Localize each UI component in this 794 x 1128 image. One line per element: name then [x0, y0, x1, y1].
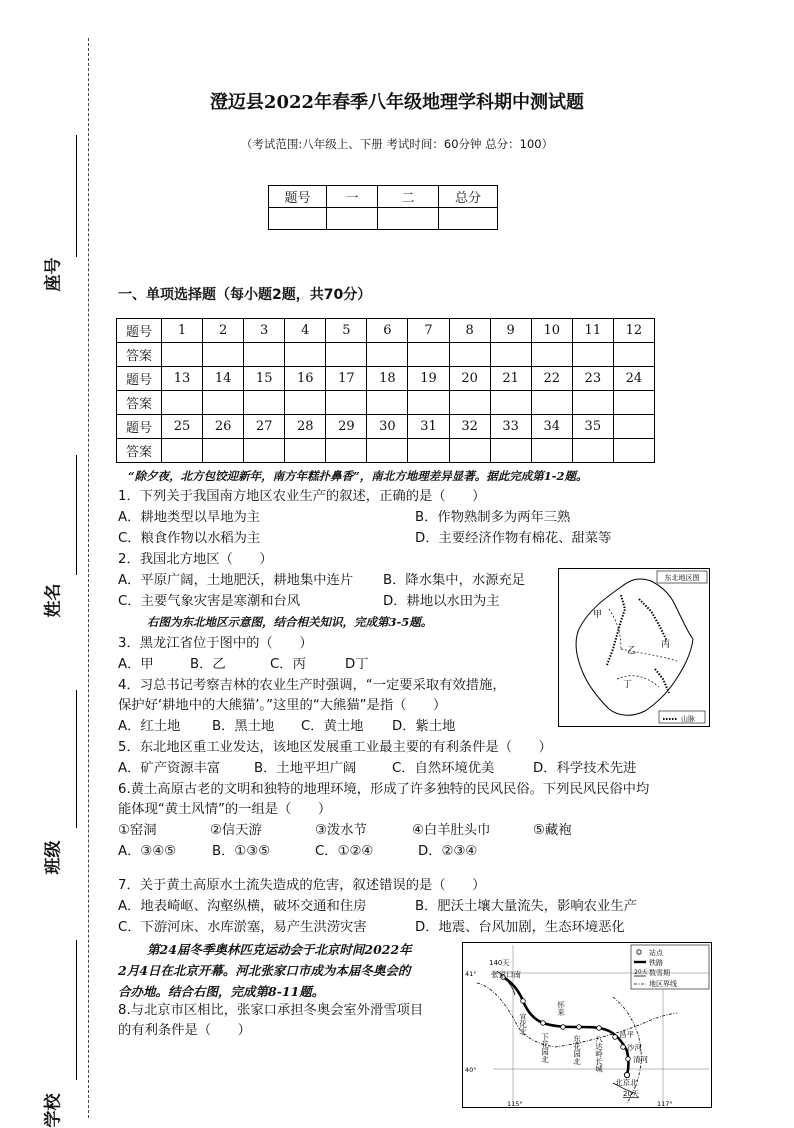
- q6-item-4: ④白羊肚头巾: [412, 823, 491, 838]
- q2-option-a[interactable]: A．平原广阔，土地肥沃，耕地集中连片: [118, 573, 354, 588]
- answer-cell[interactable]: [285, 439, 326, 463]
- answer-cell[interactable]: [449, 343, 490, 367]
- answer-cell[interactable]: [449, 391, 490, 415]
- answer-cell[interactable]: [162, 439, 203, 463]
- score-header-qno: 题号: [269, 186, 327, 208]
- qno-cell: 28: [285, 415, 326, 439]
- station-xiahuayuan-bei: 下花园北: [540, 1033, 550, 1063]
- intro-q8-11-line3: 合办地。结合右图，完成第8-11题。: [118, 984, 325, 999]
- q6-item-1: ①窑洞: [118, 823, 157, 838]
- q7-option-a[interactable]: A．地表崎岖、沟壑纵横，破坏交通和住房: [118, 899, 367, 914]
- qno-cell: 22: [531, 367, 572, 391]
- lat-40: 40°: [465, 1066, 477, 1074]
- q6-stem-line1: 6.黄土高原古老的文明和独特的地理环境，形成了许多独特的民风民俗。下列民风民俗中均: [118, 782, 650, 797]
- answer-cell[interactable]: [244, 391, 285, 415]
- answer-cell[interactable]: [490, 439, 531, 463]
- row-label-answer: 答案: [117, 391, 162, 415]
- answer-cell[interactable]: [572, 343, 613, 367]
- qno-cell: 35: [572, 415, 613, 439]
- northeast-map: [558, 568, 710, 727]
- station-badaling-changcheng: 八达岭长城: [594, 1035, 604, 1073]
- station-xuanhua-bei: 宣化北: [518, 1013, 528, 1036]
- answer-cell[interactable]: [326, 439, 367, 463]
- row-label-qno: 题号: [117, 415, 162, 439]
- answer-cell[interactable]: [367, 391, 408, 415]
- qno-cell: 26: [203, 415, 244, 439]
- railway-map: [462, 942, 712, 1108]
- qno-cell: 2: [203, 319, 244, 343]
- intro-q8-11-line2: 2月4日在北京开幕。河北张家口市成为本届冬奥会的: [118, 963, 411, 978]
- answer-cell[interactable]: [408, 439, 449, 463]
- q5-option-c[interactable]: C．自然环境优美: [392, 761, 495, 776]
- legend-border-label: 地区界线: [649, 980, 677, 988]
- station-beijing-bei: 北京北: [615, 1078, 638, 1087]
- q2-option-d[interactable]: D．耕地以水田为主: [383, 594, 500, 609]
- answer-cell[interactable]: [326, 391, 367, 415]
- answer-cell[interactable]: [613, 391, 654, 415]
- q4-option-a[interactable]: A．红土地: [118, 719, 181, 734]
- q6-option-c[interactable]: C．①②④: [315, 844, 374, 859]
- row-label-answer: 答案: [117, 343, 162, 367]
- q1-stem: 1．下列关于我国南方地区农业生产的叙述，正确的是（ ）: [118, 489, 486, 504]
- answer-cell[interactable]: [367, 439, 408, 463]
- q5-option-b[interactable]: B．土地平坦广阔: [254, 761, 357, 776]
- answer-cell[interactable]: [613, 439, 654, 463]
- class-underline: [76, 690, 77, 828]
- map1-label-jia: 甲: [593, 610, 603, 620]
- q7-stem: 7．关于黄土高原水土流失造成的危害，叙述错误的是（ ）: [118, 878, 486, 893]
- northeast-map-drawing: [559, 569, 709, 726]
- q4-option-d[interactable]: D．紫土地: [392, 719, 456, 734]
- score-cell[interactable]: [439, 208, 498, 230]
- q4-stem-line1: 4．习总书记考察吉林的农业生产时强调，“一定要采取有效措施，: [118, 678, 506, 693]
- qno-cell: 27: [244, 415, 285, 439]
- qno-cell: 23: [572, 367, 613, 391]
- legend-railway-label: 铁路: [649, 959, 663, 967]
- q4-option-c[interactable]: C．黄土地: [301, 719, 364, 734]
- qno-cell: 29: [326, 415, 367, 439]
- answer-cell[interactable]: [203, 343, 244, 367]
- qno-cell: 9: [490, 319, 531, 343]
- q6-option-a[interactable]: A．③④⑤: [118, 844, 177, 859]
- answer-cell[interactable]: [162, 343, 203, 367]
- qno-cell: 32: [449, 415, 490, 439]
- score-header-total: 总分: [439, 186, 498, 208]
- qno-cell: 33: [490, 415, 531, 439]
- answer-cell[interactable]: [572, 391, 613, 415]
- station-qinghe: 清河: [633, 1055, 648, 1064]
- qno-cell: 25: [162, 415, 203, 439]
- score-table: [268, 185, 498, 230]
- answer-cell[interactable]: [203, 439, 244, 463]
- exam-subtitle: （考试范围:八年级上、下册 考试时间：60分钟 总分：100）: [240, 137, 554, 151]
- station-huailai: 怀来: [556, 1001, 566, 1016]
- q6-stem-line2: 能体现“黄土风情”的一组是（ ）: [118, 802, 332, 817]
- legend-station-label: 站点: [649, 949, 663, 957]
- qno-cell: 24: [613, 367, 654, 391]
- q1-option-a[interactable]: A．耕地类型以旱地为主: [118, 510, 261, 525]
- map1-label-bing: 丙: [661, 640, 671, 650]
- railway-map-drawing: [463, 943, 711, 1107]
- row-label-qno: 题号: [117, 319, 162, 343]
- q2-option-c[interactable]: C．主要气象灾害是寒潮和台风: [118, 594, 301, 609]
- qno-cell: 11: [572, 319, 613, 343]
- intro-q1-2: “除夕夜，北方包饺迎新年，南方年糕扑鼻香”，南北方地理差异显著。据此完成第1-2题。: [128, 469, 588, 483]
- q4-stem-line2: 保护好‘耕地中的大熊猫’。”这里的“大熊猫”是指（ ）: [118, 698, 447, 713]
- seat-label: 座号: [43, 257, 64, 292]
- intro-q3-5: 右图为东北地区示意图，结合相关知识，完成第3-5题。: [147, 615, 433, 629]
- answer-cell[interactable]: [244, 439, 285, 463]
- q6-option-d[interactable]: D．②③④: [418, 844, 478, 859]
- q8-stem-line2: 的有利条件是（ ）: [118, 1023, 251, 1038]
- lon-117: 117°: [657, 1100, 673, 1107]
- answer-cell[interactable]: [326, 343, 367, 367]
- answer-cell[interactable]: [572, 439, 613, 463]
- qno-cell: 17: [326, 367, 367, 391]
- seat-underline: [76, 135, 77, 257]
- station-changping: 昌平: [619, 1030, 634, 1039]
- q5-option-d[interactable]: D．科学技术先进: [533, 761, 637, 776]
- answer-grid: [116, 318, 655, 463]
- answer-cell[interactable]: [490, 391, 531, 415]
- qno-cell: 4: [285, 319, 326, 343]
- row-label-answer: 答案: [117, 439, 162, 463]
- q3-option-b[interactable]: B．乙: [190, 657, 226, 672]
- qno-cell: 16: [285, 367, 326, 391]
- station-shahe: 沙河: [627, 1043, 642, 1052]
- q6-option-b[interactable]: B．①③⑤: [212, 844, 271, 859]
- q2-stem: 2．我国北方地区（ ）: [118, 552, 273, 567]
- answer-cell[interactable]: [203, 391, 244, 415]
- q5-stem: 5．东北地区重工业发达，该地区发展重工业最主要的有利条件是（ ）: [118, 740, 552, 755]
- qno-cell: 13: [162, 367, 203, 391]
- answer-cell[interactable]: [613, 343, 654, 367]
- map1-label-yi: 乙: [627, 646, 637, 656]
- qno-cell: 19: [408, 367, 449, 391]
- qno-cell: 15: [244, 367, 285, 391]
- school-label: 学校: [43, 1093, 64, 1128]
- qno-cell: 7: [408, 319, 449, 343]
- qno-cell: [613, 415, 654, 439]
- qno-cell: 34: [531, 415, 572, 439]
- q7-option-d[interactable]: D．地震、台风加剧，生态环境恶化: [415, 920, 625, 935]
- station-donghuayuan-bei: 东花园北: [572, 1035, 582, 1065]
- name-underline: [76, 455, 77, 575]
- q3-option-a[interactable]: A．甲: [118, 657, 154, 672]
- qno-cell: 5: [326, 319, 367, 343]
- lon-115: 115°: [507, 1100, 523, 1107]
- school-underline: [76, 940, 77, 1080]
- answer-cell[interactable]: [531, 439, 572, 463]
- answer-cell[interactable]: [162, 391, 203, 415]
- map1-legend-label: 山脉: [681, 715, 695, 723]
- q1-option-d[interactable]: D．主要经济作物有棉花、甜菜等: [415, 531, 612, 546]
- map2-top-days: 140天: [489, 959, 510, 967]
- intro-q8-11-line1: 第24届冬季奥林匹克运动会于北京时间2022年: [147, 942, 412, 957]
- exam-title: 澄迈县2022年春季八年级地理学科期中测试题: [209, 92, 585, 113]
- qno-cell: 20: [449, 367, 490, 391]
- map1-title: 东北地区图: [664, 574, 700, 582]
- q7-option-c[interactable]: C．下游河床、水库淤塞，易产生洪涝灾害: [118, 920, 367, 935]
- qno-cell: 8: [449, 319, 490, 343]
- qno-cell: 18: [367, 367, 408, 391]
- q6-item-2: ②信天游: [210, 823, 262, 838]
- legend-days: 20天: [634, 969, 648, 976]
- answer-cell[interactable]: [408, 343, 449, 367]
- map2-bottom-days: 20天: [623, 1090, 639, 1098]
- q5-option-a[interactable]: A．矿产资源丰富: [118, 761, 221, 776]
- answer-cell[interactable]: [285, 391, 326, 415]
- q6-item-5: ⑤藏袍: [533, 823, 572, 838]
- answer-cell[interactable]: [490, 343, 531, 367]
- answer-cell[interactable]: [408, 391, 449, 415]
- answer-cell[interactable]: [449, 439, 490, 463]
- class-label: 班级: [43, 840, 64, 875]
- score-cell[interactable]: [327, 208, 378, 230]
- score-header-part2: 二: [378, 186, 439, 208]
- name-label: 姓名: [43, 583, 64, 618]
- qno-cell: 12: [613, 319, 654, 343]
- q3-stem: 3．黑龙江省位于图中的（ ）: [118, 636, 313, 651]
- qno-cell: 21: [490, 367, 531, 391]
- q2-option-b[interactable]: B．降水集中，水源充足: [383, 573, 526, 588]
- q7-option-b[interactable]: B．肥沃土壤大量流失，影响农业生产: [415, 899, 637, 914]
- qno-cell: 10: [531, 319, 572, 343]
- qno-cell: 31: [408, 415, 449, 439]
- answer-cell[interactable]: [531, 343, 572, 367]
- map1-label-ding: 丁: [623, 680, 633, 690]
- station-zhangjiakou-nan: 张家口南: [491, 970, 521, 979]
- q1-option-c[interactable]: C．粮食作物以水稻为主: [118, 531, 261, 546]
- lat-41: 41°: [465, 970, 477, 978]
- qno-cell: 30: [367, 415, 408, 439]
- qno-cell: 3: [244, 319, 285, 343]
- q3-option-c[interactable]: C．丙: [270, 657, 306, 672]
- q6-item-3: ③泼水节: [315, 823, 367, 838]
- qno-cell: 14: [203, 367, 244, 391]
- answer-cell[interactable]: [244, 343, 285, 367]
- row-label-qno: 题号: [117, 367, 162, 391]
- q1-option-b[interactable]: B．作物熟制多为两年三熟: [415, 510, 571, 525]
- legend-station-icon: [637, 950, 641, 954]
- answer-cell[interactable]: [285, 343, 326, 367]
- score-cell[interactable]: [269, 208, 327, 230]
- qno-cell: 1: [162, 319, 203, 343]
- answer-cell[interactable]: [367, 343, 408, 367]
- q4-option-b[interactable]: B．黑土地: [212, 719, 275, 734]
- q8-stem-line1: 8.与北京市区相比，张家口承担冬奥会室外滑雪项目: [118, 1003, 424, 1018]
- legend-snow-label: 数雪期: [649, 969, 670, 977]
- answer-cell[interactable]: [531, 391, 572, 415]
- q3-option-d[interactable]: D丁: [345, 657, 369, 672]
- binding-dashed-line: [88, 38, 89, 1118]
- qno-cell: 6: [367, 319, 408, 343]
- score-cell[interactable]: [378, 208, 439, 230]
- section-heading: 一、单项选择题（每小题2题，共70分）: [118, 287, 372, 303]
- score-header-part1: 一: [327, 186, 378, 208]
